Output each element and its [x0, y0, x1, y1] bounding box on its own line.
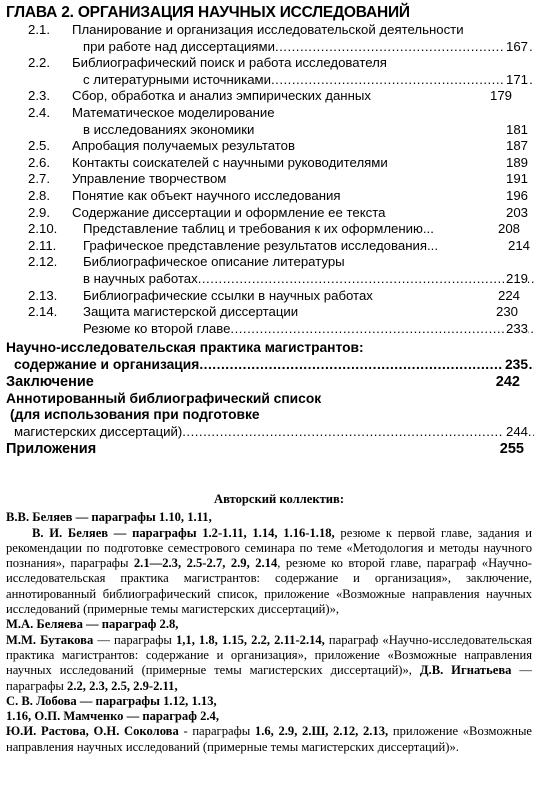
toc-entry[interactable] [6, 288, 534, 305]
toc-entry-conclusion[interactable] [6, 374, 534, 391]
toc-entry-title: Математическое моделирование [72, 104, 275, 120]
toc-entry[interactable] [6, 171, 534, 188]
toc-entry-title: Планирование и организация исследовательской деятельности [72, 22, 464, 37]
author-name: С. В. Лобова — параграфы 1.12, 1.13, [6, 693, 217, 708]
toc-entry-number: 2.11. [28, 237, 57, 253]
toc-entry-number: 2.14. [28, 304, 58, 320]
toc-entry-number: 2.3. [28, 88, 50, 104]
author-paragraph: М.М. Бутакова — параграфы 1,1, 1.8, 1.15, 2.2, 2.11-2.14, параграф «Научно-исследовательская практика магистрантов: содержание и организация», приложение «Возможные направления научных исследований (примерные темы магистерских диссертаций)», Д.В. Игнатьева — параграфы 2.2, 2.3, 2.5, 2.9-2.11, [6, 632, 533, 693]
toc-entry-number: 2.7. [28, 171, 50, 187]
toc-entry[interactable] [6, 88, 534, 105]
toc-page-number: 230 [495, 304, 518, 320]
leader-dots [275, 39, 534, 54]
toc-entry-title: Резюме ко второй главе ..... 233 [6, 321, 534, 338]
toc-page-number: 244 [503, 424, 528, 441]
toc-page-number: 171 [505, 71, 528, 87]
leader-dots [182, 424, 534, 439]
toc-page-number: 187 [505, 138, 528, 154]
author-paragraph: В. И. Беляев — параграфы 1.2-1.11, 1.14, 1.16-1.18, резюме к первой главе, задания и рекомендации по подготовке семестрового семинара по теме «Методология и методы научного познания», параграфы 2.1—2.3, 2.5-2.7, 2.9, 2.14, резюме ко второй главе, параграф «Научно-исследовательская практика магистрантов: содержание и организация», заключение, аннотированный библиографический список, приложение «Возможные направления научных исследований (примерные темы магистерских диссертаций)», [6, 525, 532, 617]
author-name: М.А. Беляева — параграф 2.8, [6, 617, 179, 632]
author-paragraph [6, 510, 532, 525]
author-paragraph [6, 617, 532, 632]
table-of-contents [6, 3, 534, 458]
leader-dots [198, 271, 534, 286]
toc-entry-number: 2.13. [28, 287, 58, 303]
toc-entry[interactable] [6, 205, 534, 222]
toc-entry-appendix[interactable] [6, 441, 534, 458]
leader-dots [199, 357, 534, 372]
toc-entry-title: Сбор, обработка и анализ эмпирических данных 179 [72, 88, 512, 104]
leader-dots [271, 72, 534, 87]
toc-entry-title-cont: в научных работах ..... 219 [6, 271, 534, 288]
author-name: В.В. Беляев — параграфы 1.10, 1.11, [6, 510, 212, 525]
chapter-title: ГЛАВА 2. ОРГАНИЗАЦИЯ НАУЧНЫХ ИССЛЕДОВАНИЙ [6, 4, 410, 21]
toc-page-number: 235 [502, 357, 528, 374]
toc-entry-number: 2.10. [28, 221, 58, 237]
toc-entry-number: 2.8. [28, 187, 50, 203]
toc-entry[interactable] [6, 55, 534, 88]
toc-page-number: 191 [505, 171, 528, 187]
toc-entry-title: Аннотированный библиографический список [6, 390, 322, 406]
toc-entry[interactable] [6, 321, 534, 338]
toc-entry-title-cont: (для использования при подготовке [10, 407, 260, 423]
toc-entry-title: Апробация получаемых результатов 187 [72, 138, 528, 154]
toc-entry-title: Представление таблиц и требования к их оформлению... 208 [83, 221, 520, 237]
toc-entry-number: 2.12. [28, 254, 58, 270]
toc-page-number: 255 [497, 441, 524, 458]
toc-entry[interactable] [6, 188, 534, 205]
toc-page-number: 224 [497, 287, 520, 303]
toc-entry-number: 2.4. [28, 104, 50, 120]
toc-entry-number: 2.5. [28, 138, 50, 154]
toc-page-number: 219 [505, 270, 528, 286]
toc-page-number: 203 [505, 204, 528, 220]
author-name: В. И. Беляев — параграфы 1.2-1.11, 1.14, 1.16-1.18, [32, 525, 335, 540]
toc-page-number: 189 [505, 154, 528, 170]
toc-entry[interactable] [6, 105, 534, 138]
toc-page-number: 167 [505, 38, 528, 54]
toc-entry-title-cont: в исследованиях экономики 181 [83, 121, 528, 137]
toc-page-number: 208 [497, 221, 520, 237]
toc-page-number: 242 [493, 374, 520, 391]
author-paragraph: Ю.И. Растова, О.Н. Соколова - параграфы 1.6, 2.9, 2.Ш, 2.12, 2.13, приложение «Возможные направления научных исследований (примерные темы магистерских диссертаций)». [6, 724, 532, 754]
toc-entry-title: Защита магистерской диссертации 230 [83, 304, 518, 320]
leader-dots [230, 321, 534, 336]
toc-entry-title-cont: при работе над диссертациями ..... 167 [6, 39, 534, 56]
toc-entry-title: Библиографическое описание литературы [83, 254, 345, 270]
toc-entry[interactable] [6, 138, 534, 155]
toc-entry-title-cont: магистерских диссертаций) ..... 244 [6, 424, 534, 441]
toc-entry[interactable] [6, 238, 534, 255]
toc-page-number: 179 [489, 88, 512, 104]
toc-entry[interactable] [6, 155, 534, 172]
author-name: Ю.И. Растова, О.Н. Соколова [6, 724, 179, 739]
toc-entry[interactable] [6, 221, 534, 238]
toc-entry-number: 2.6. [28, 154, 50, 170]
author-name: 1.16, О.П. Мамченко — параграф 2.4, [6, 709, 219, 724]
toc-entry-number: 2.1. [28, 22, 50, 37]
toc-entry-title-cont: содержание и организация ..... 235 [6, 357, 534, 374]
toc-entry-number: 2.9. [28, 204, 50, 220]
toc-entry[interactable] [6, 304, 534, 321]
author-paragraph [6, 709, 532, 724]
authors-section [6, 492, 532, 755]
toc-entry[interactable] [6, 22, 534, 55]
toc-page-number: 214 [507, 237, 530, 253]
toc-page-number: 196 [505, 187, 528, 203]
toc-entry-title: Содержание диссертации и оформление ее текста 203 [72, 204, 528, 220]
toc-entry-title: Понятие как объект научного исследования 196 [72, 187, 528, 203]
toc-entry-title: Графическое представление результатов исследования... 214 [83, 237, 530, 253]
author-name: Д.В. Игнатьева [419, 663, 512, 678]
toc-entry-title-cont: с литературными источниками ..... 171 [6, 72, 534, 89]
toc-entry-title: Научно-исследовательская практика магистрантов: [6, 340, 364, 356]
toc-entry-bibliography[interactable] [6, 391, 534, 441]
author-paragraph [6, 694, 532, 709]
toc-entry-title: Библиографические ссылки в научных работах 224 [83, 287, 520, 303]
toc-entry-number: 2.2. [28, 55, 50, 71]
toc-page-number: 233 [505, 320, 528, 336]
toc-entry-practice[interactable] [6, 340, 534, 374]
toc-entry-title: Контакты соискателей с научными руководителями 189 [72, 154, 528, 170]
toc-entry-title: Библиографический поиск и работа исследователя [72, 55, 387, 71]
authors-heading: Авторский коллектив: [213, 492, 345, 506]
toc-entry-title: Управление творчеством 191 [72, 171, 528, 187]
author-name: М.М. Бутакова [6, 632, 94, 647]
toc-entry-title: Заключение 242 [6, 373, 520, 390]
toc-page-number: 181 [505, 121, 528, 137]
toc-entry-title: Приложения 255 [6, 441, 524, 458]
toc-entry[interactable] [6, 254, 534, 287]
